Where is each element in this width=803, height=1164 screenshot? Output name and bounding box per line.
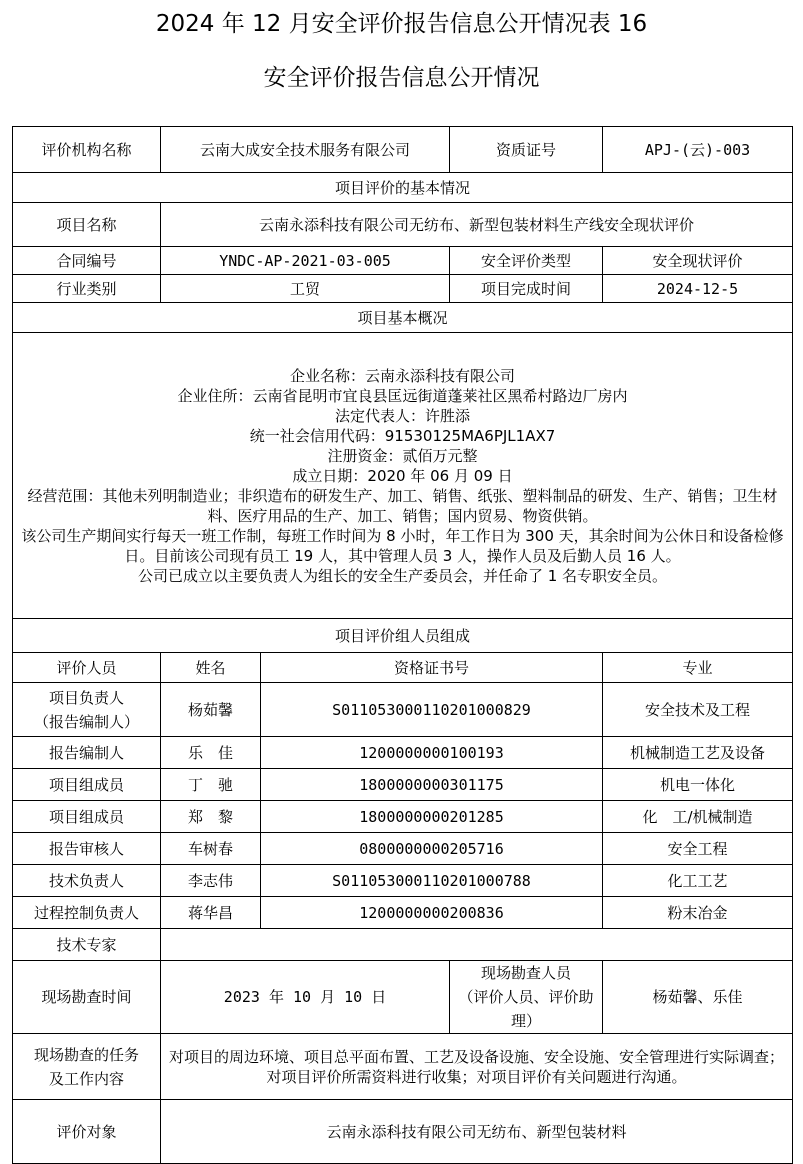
team-role: 报告审核人 [13,833,161,865]
site-time-label: 现场勘查时间 [13,961,161,1034]
team-cert: 1800000000301175 [261,769,603,801]
team-major: 粉末冶金 [603,897,793,929]
registered-capital: 注册资金：贰佰万元整 [327,446,478,465]
project-name-value: 云南永添科技有限公司无纺布、新型包装材料生产线安全现状评价 [161,203,793,247]
org-name-value: 云南大成安全技术服务有限公司 [161,127,450,173]
overview-section-title: 项目基本概况 [13,303,793,333]
team-header-name: 姓名 [161,653,261,683]
team-cert: S011053000110201000829 [261,683,603,737]
team-row [13,865,793,897]
team-member-name: 李志伟 [161,865,261,897]
site-staff-label [450,961,603,1034]
site-row [13,961,793,1034]
project-name-label: 项目名称 [13,203,161,247]
team-cert: 1200000000200836 [261,897,603,929]
team-row [13,801,793,833]
team-row [13,683,793,737]
eval-type-label: 安全评价类型 [450,247,603,275]
site-staff-label-line2: （评价人员、评价助理） [458,988,594,1030]
team-major: 安全工程 [603,833,793,865]
site-task-value: 对项目的周边环境、项目总平面布置、工艺及设备设施、安全设施、安全管理进行实际调查；对项目评价所需资料进行收集；对项目评价有关问题进行沟通。 [161,1034,793,1100]
company-name: 企业名称：云南永添科技有限公司 [290,366,516,385]
org-name-label: 评价机构名称 [13,127,161,173]
cert-label: 资质证号 [450,127,603,173]
company-address: 企业住所：云南省昆明市宜良县匡远街道蓬莱社区黑希村路边厂房内 [177,386,628,405]
contract-value: YNDC-AP-2021-03-005 [161,247,450,275]
team-member-name: 车树春 [161,833,261,865]
finish-value: 2024-12-5 [603,275,793,303]
team-cert: 0800000000205716 [261,833,603,865]
team-header-role: 评价人员 [13,653,161,683]
site-time-value: 2023 年 10 月 10 日 [161,961,450,1034]
team-row [13,897,793,929]
expert-label: 技术专家 [13,929,161,961]
credit-code: 统一社会信用代码：91530125MA6PJL1AX7 [249,426,556,445]
site-task-label-line1: 现场勘查的任务 [33,1045,139,1064]
site-staff-value: 杨茹馨、乐佳 [603,961,793,1034]
team-role: 项目负责人 （报告编制人） [13,683,161,737]
team-cert: S011053000110201000788 [261,865,603,897]
expert-value [161,929,793,961]
founded-date: 成立日期：2020 年 06 月 09 日 [292,466,513,485]
disclosure-table [12,126,793,1164]
team-member-name: 蒋华昌 [161,897,261,929]
workforce-info: 该公司生产期间实行每天一班工作制，每班工作时间为 8 小时，年工作日为 300 天，其余时间为公休日和设备检修日。目前该公司现有员工 19 人，其中管理人员 3 人，操作人员及后勤人员 16 人。 [21,526,784,565]
team-major: 化工工艺 [603,865,793,897]
team-cert: 1800000000201285 [261,801,603,833]
finish-label: 项目完成时间 [450,275,603,303]
team-row [13,769,793,801]
team-major: 机电一体化 [603,769,793,801]
org-row [13,127,793,173]
team-row [13,833,793,865]
contract-label: 合同编号 [13,247,161,275]
overview-content [13,333,793,619]
team-role: 项目组成员 [13,769,161,801]
object-value: 云南永添科技有限公司无纺布、新型包装材料 [161,1100,793,1164]
team-role: 报告编制人 [13,737,161,769]
team-header-major: 专业 [603,653,793,683]
team-row [13,737,793,769]
document-subtitle: 安全评价报告信息公开情况 [263,65,540,91]
cert-value: APJ-(云)-003 [603,127,793,173]
business-scope: 经营范围：其他未列明制造业；非织造布的研发生产、加工、销售、纸张、塑料制品的研发、生产、销售；卫生材料、医疗用品的生产、加工、销售；国内贸易、物资供销。 [27,486,778,525]
team-member-name: 乐 佳 [161,737,261,769]
team-cert: 1200000000100193 [261,737,603,769]
team-header-row [13,653,793,683]
safety-committee: 公司已成立以主要负责人为组长的安全生产委员会，并任命了 1 名专职安全员。 [137,566,668,585]
team-header-cert: 资格证书号 [261,653,603,683]
industry-label: 行业类别 [13,275,161,303]
team-major: 安全技术及工程 [603,683,793,737]
team-member-name: 杨茹馨 [161,683,261,737]
object-label: 评价对象 [13,1100,161,1164]
team-member-name: 丁 驰 [161,769,261,801]
team-role: 项目组成员 [13,801,161,833]
team-role: 过程控制负责人 [13,897,161,929]
basic-section-title: 项目评价的基本情况 [13,173,793,203]
team-section-title: 项目评价组人员组成 [13,619,793,653]
legal-representative: 法定代表人：许胜添 [335,406,471,425]
site-staff-label-line1: 现场勘查人员 [481,964,572,982]
industry-value: 工贸 [161,275,450,303]
document-title: 2024 年 12 月安全评价报告信息公开情况表 16 [155,11,648,37]
team-member-name: 郑 黎 [161,801,261,833]
eval-type-value: 安全现状评价 [603,247,793,275]
team-major: 机械制造工艺及设备 [603,737,793,769]
team-major: 化 工/机械制造 [603,801,793,833]
site-task-label [13,1034,161,1100]
site-task-label-line2: 及工作内容 [48,1069,124,1088]
team-role: 技术负责人 [13,865,161,897]
